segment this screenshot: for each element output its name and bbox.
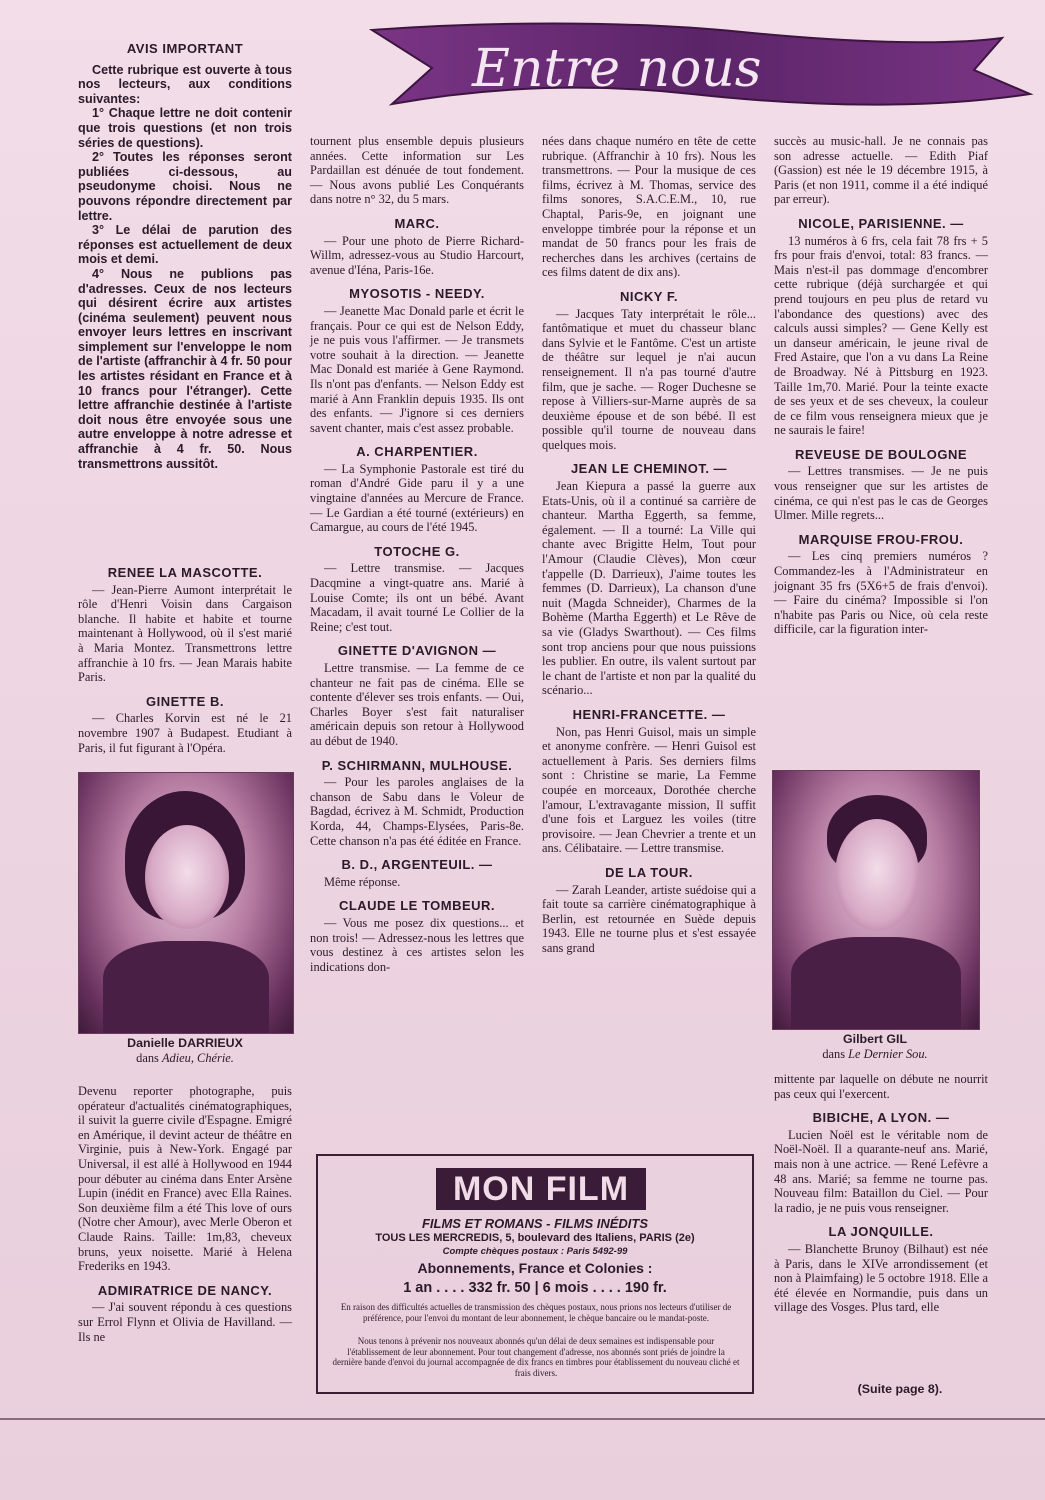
entry <box>774 134 988 207</box>
entry <box>774 1111 988 1215</box>
entry-text: Jean Kiepura a passé la guerre aux Etats-Unis, où il a continué sa carrière de chanteur. Martha Eggerth, sa femme, également. — Il a tourné: La Ville qui chante avec Brigitte Helm, Tout pour l'Amour (Claudie Clèves), Mon cœur t'appelle (D. Darrieux), J'aime toutes les femmes (D. Darrieux), La chanson d'une nuit (Magda Schneider), Charmes de la Bohème (Martha Eggerth) et Le Rêve de sa vie (Gladys Swarthout). — Ces films sont trop anciens pour que nous puissions les publier. En outre, ils valent surtout par le chant de l'artiste et non par la qualité du scénario... <box>542 479 756 698</box>
entry-text: — Lettres transmises. — Je ne puis vous renseigner que sur les artistes de cinéma, ce qui n'est pas le cas de Georges Ulmer. Mille regrets... <box>774 464 988 523</box>
column-1-continued <box>78 1084 292 1346</box>
ad-prices <box>318 1280 752 1296</box>
entry-heading: REVEUSE DE BOULOGNE <box>794 446 968 462</box>
entry-heading: GINETTE D'AVIGNON — <box>337 643 497 659</box>
ad-price-year: 1 an . . . . 332 fr. 50 <box>403 1280 531 1296</box>
entry-text: — Jean-Pierre Aumont interprétait le rôle d'Henri Voisin dans Cargaison blanche. Il habite et habite et tourne maintenant à Hollywood, où il s'est marié à Maria Montez. Transmettrons lettre affranchie à 10 frs. — Jean Marais habite Paris. <box>78 582 292 685</box>
entry-text: — Vous me posez dix questions... et non trois! — Adressez-nous les lettres que vous destinez à ces artistes selon les indications don- <box>310 915 524 974</box>
entry-heading: NICOLE, PARISIENNE. — <box>798 215 964 231</box>
ad-abonnements: Abonnements, France et Colonies : <box>417 1260 653 1276</box>
entry-text: — Zarah Leander, artiste suédoise qui a fait toute sa carrière cinématographique à Berlin, est retournée en Suède depuis 1943. Elle ne tourne plus et s'est essayée sans grand <box>542 882 756 955</box>
entry-text: — Les cinq premiers numéros ? Commandez-les à l'Administrateur en joignant 35 frs (5X6+5 de frais d'envoi). — Faire du cinéma? Impossible si l'on n'habite pas Paris ou Nice, où cela reste difficile, car la figuration inter- <box>774 549 988 637</box>
entry-heading: BIBICHE, A LYON. — <box>812 1110 950 1126</box>
entry-text: — La Symphonie Pastorale est tiré du roman d'André Gide paru il y a une vingtaine d'années au Mercure de France. — Le Gardian a été tourné (extérieurs) en Camargue, au cours de l'été 1945. <box>310 461 524 535</box>
avis-paragraph: 2° Toutes les réponses seront publiées ci-dessous, au pseudonyme choisi. Nous ne pouvons répondre directement par lettre. <box>78 150 292 223</box>
caption-danielle-darrieux <box>78 1036 292 1066</box>
caption-prefix: dans <box>822 1047 846 1061</box>
entry-text: mittente par laquelle on débute ne nourrit pas ceux qui l'exercent. <box>774 1072 988 1101</box>
entry-heading: B. D., ARGENTEUIL. — <box>341 857 493 873</box>
ad-tagline: FILMS ET ROMANS - FILMS INÉDITS <box>421 1216 649 1231</box>
avis-paragraph: 3° Le délai de parution des réponses est actuellement de deux mois et demi. <box>78 223 292 267</box>
entry-text: tournent plus ensemble depuis plusieurs années. Cette information sur Les Pardaillan est dénuée de tout fondement. — Nous avons publié Les Conquérants dans notre n° 32, du 5 mars. <box>310 134 524 207</box>
entry-heading: MYOSOTIS - NEEDY. <box>349 286 485 302</box>
entry <box>78 1284 292 1344</box>
avis-paragraph: 1° Chaque lettre ne doit contenir que trois questions (et non trois séries de questions). <box>78 106 292 150</box>
entry <box>310 545 524 635</box>
bottom-rule <box>0 1418 1045 1420</box>
entry-text: Lettre transmise. — La femme de ce chanteur ne fait pas de cinéma. Elle se contente d'élever ses trois enfants. — Oui, Charles Boyer s'est fait naturaliser américain depuis son retour à Hollywood au début de 1940. <box>310 661 524 748</box>
entry-text: — J'ai souvent répondu à ces questions sur Errol Flynn et Olivia de Havilland. — Ils ne <box>78 1300 292 1344</box>
mon-film-logo: MON FILM <box>436 1168 646 1210</box>
entry <box>774 1225 988 1315</box>
caption-gilbert-gil <box>772 1032 978 1062</box>
entry <box>78 566 292 685</box>
entry <box>310 287 524 435</box>
entre-nous-banner <box>362 18 1042 118</box>
entry-heading: ADMIRATRICE DE NANCY. <box>97 1282 273 1298</box>
entry-heading: GINETTE B. <box>146 693 224 709</box>
avis-important <box>78 42 292 471</box>
entry-heading: DE LA TOUR. <box>605 864 693 880</box>
entry <box>542 708 756 856</box>
portrait-shoulders <box>791 937 961 1029</box>
entry-heading: JEAN LE CHEMINOT. — <box>570 461 728 477</box>
entry-text: succès au music-hall. Je ne connais pas son adresse actuelle. — Edith Piaf (Gassion) est née le 19 décembre 1915, à Paris (et non 1911, comme il a été indiqué par erreur). <box>774 134 988 207</box>
entry <box>774 533 988 637</box>
ad-price-half: 6 mois . . . . 190 fr. <box>542 1280 667 1296</box>
column-1-entries <box>78 556 292 757</box>
entry-heading: P. SCHIRMANN, MULHOUSE. <box>321 757 513 773</box>
entry-text: — Pour les paroles anglaises de la chanson de Sabu dans le Voleur de Bagdad, écrivez à M. Schmidt, Production Korda, 44, Champs-Elysées, Paris-8e. Cette chanson n'a pas été éditée en France. <box>310 775 524 848</box>
entry-heading: LA JONQUILLE. <box>828 1224 934 1240</box>
entry-heading: MARQUISE FROU-FROU. <box>798 531 964 547</box>
entry-text: — Lettre transmise. — Jacques Dacqmine a vingt-quatre ans. Marié à Louise Comte; ils ont un bébé. Avant Macadam, il avait tourné Le Collier de la Reine; c'est tout. <box>310 561 524 634</box>
portrait-face <box>145 825 229 929</box>
ad-address: TOUS LES MERCREDIS, 5, boulevard des Italiens, PARIS (2e) <box>375 1232 695 1244</box>
entry-text: — Blanchette Brunoy (Bilhaut) est née à Paris, dans le XIVe arrondissement (et non à Plaimfaing) le 5 octobre 1918. Elle a été élevée en Normandie, puis dans un village des Vosges. Plus tard, elle <box>774 1241 988 1315</box>
entry <box>542 290 756 453</box>
entry-text: Non, pas Henri Guisol, mais un simple et anonyme confrère. — Henri Guisol est actuellement à Paris. Ses derniers films sont : Christine se marie, La Femme coupée en morceaux, Dorothée cherche l'amour, L'extravagante mission, Il suffit d'une fois et Larguez les voiles (titre provisoire. — Jean Chevrier a trente et un ans. Célibataire. — Lettre transmise. <box>542 724 756 856</box>
entry-text: 13 numéros à 6 frs, cela fait 78 frs + 5 frs pour frais d'envoi, total: 83 francs. — Mais n'est-il pas dommage d'encombrer cette rubrique (déjà surchargée et qui prend toujours en peu plus de retard vu l'abondance des questions) avec des calculs aussi simples? — Gene Kelly est un danseur américain, le jeune rival de Fred Astaire, que l'on a vu dans La Reine de Broadway. Né à Pittsburg en 1923. Taille 1m,70. Marié. Pour la teinte exacte de ses yeux et de ses cheveux, la couleur de ce film vous renseignera mieux que je ne saurais le faire! <box>774 233 988 438</box>
column-4-continued <box>774 1072 988 1317</box>
column-4-entries <box>774 134 988 639</box>
ad-cheques: Compte chèques postaux : Paris 5492-99 <box>442 1246 628 1257</box>
entry <box>542 462 756 698</box>
entry-text: — Jeanette Mac Donald parle et écrit le français. Pour ce qui est de Nelson Eddy, je ne puis vous l'affirmer. — Je transmets votre souhait à la direction. — Jeanette Mac Donald est mariée à Gene Raymond. Ils n'ont pas d'enfants. — Nelson Eddy est marié à Ann Franklin depuis 1935. Ils ont des enfants. — J'ignore si ces derniers savent chanter, mais c'est assez probable. <box>310 303 524 435</box>
entry <box>78 1084 292 1274</box>
photo-gilbert-gil <box>772 770 980 1030</box>
entry <box>310 858 524 889</box>
suite-page-note: (Suite page 8). <box>857 1382 943 1396</box>
entry-text: Devenu reporter photographe, puis opérateur d'actualités cinématographiques, il suivit la guerre civile d'Espagne. Emigré en Amérique, il devint acteur de théâtre en Virginie, puis à New-York. Engagé par Universal, il est allé à Hollywood en 1944 pour débuter au cinéma dans Enter Arsène Lupin (inédit en France) avec Ella Raines. Son deuxième film a été This love of ours (Notre cher Amour), avec Merle Oberon et Claude Rains. Taille: 1m,83, cheveux bruns, yeux noisette. Marié à Helena Frederiks en 1943. <box>78 1084 292 1274</box>
banner-title: Entre nous <box>472 39 762 99</box>
entry-text: nées dans chaque numéro en tête de cette rubrique. (Affranchir à 10 frs). Nous les transmettrons. — Pour la musique de ces films, écrivez à M. Thomas, service des films sonores, S.A.C.E.M., 10, rue Chaptal, Paris-9e, en joignant une enveloppe timbrée pour la réponse et un mandat de 50 francs pour les frais de recherches dans les archives (certains de ces films datent de dix ans). <box>542 134 756 280</box>
entry <box>310 644 524 748</box>
entry <box>774 217 988 438</box>
avis-paragraph: Cette rubrique est ouverte à tous nos lecteurs, aux conditions suivantes: <box>78 62 292 106</box>
portrait-face <box>835 819 919 931</box>
entry-heading: CLAUDE LE TOMBEUR. <box>338 898 496 914</box>
entry <box>310 217 524 277</box>
avis-title: AVIS IMPORTANT <box>126 41 244 56</box>
entry-heading: RENEE LA MASCOTTE. <box>107 565 263 580</box>
avis-paragraph: 4° Nous ne publions pas d'adresses. Ceux de nos lecteurs qui désirent écrire aux artistes (cinéma seulement) peuvent nous envoyer leurs lettres en inscrivant simplement sur l'enveloppe le nom de l'artiste (affranchir à 4 fr. 50 pour les artistes résidant en France et à 10 francs pour l'étranger). Cette lettre affranchie destinée à l'artiste doit nous être envoyée sous une autre enveloppe à notre adresse et affranchie à 4 fr. 50. Nous transmettrons aussitôt. <box>78 266 292 471</box>
caption-film: Le Dernier Sou. <box>848 1047 928 1061</box>
caption-name: Danielle DARRIEUX <box>127 1036 243 1050</box>
entry-heading: A. CHARPENTIER. <box>356 444 478 460</box>
ad-note-2: Nous tenons à prévenir nos nouveaux abonnés qu'un délai de deux semaines est indispensable pour l'établissement de leur abonnement. Pour tout changement d'adresse, nos abonnés sont priés de joindre la dernière bande d'envoi du journal accompagnée de dix francs en timbres pour établissement du nouveau cliché et frais divers. <box>332 1336 740 1378</box>
portrait-shoulders <box>103 941 269 1033</box>
entry <box>774 448 988 523</box>
ad-note-1: En raison des difficultés actuelles de transmission des chèques postaux, nous prions nos lecteurs d'utiliser de préférence, pour l'envoi du montant de leur abonnement, le chèque bancaire ou le mandat-poste. <box>340 1302 732 1323</box>
entry-text: — Jacques Taty interprétait le rôle... fantômatique et muet du chasseur blanc dans Sylvie et le Fantôme. C'est un artiste de théâtre sur lequel je n'ai aucun renseignement. Il n'a pas tourné d'autre film, que je sache. — Roger Duchesne se repose à Villiers-sur-Marne auprès de sa deuxième épouse et de son bébé. Il est possible qu'il tourne de nouveau dans quelques mois. <box>542 306 756 452</box>
entry-text: — Charles Korvin est né le 21 novembre 1907 à Budapest. Etudiant à Paris, il fut figurant à l'Opéra. <box>78 711 292 755</box>
entry <box>310 134 524 207</box>
column-3-entries <box>542 134 756 957</box>
caption-film: Adieu, Chérie. <box>161 1051 234 1065</box>
entry <box>78 695 292 755</box>
ad-price-separator: | <box>534 1280 543 1296</box>
column-2-entries <box>310 134 524 976</box>
entry <box>310 759 524 849</box>
entry <box>774 1072 988 1101</box>
entry-text: Même réponse. <box>324 874 401 889</box>
caption-name: Gilbert GIL <box>842 1032 908 1046</box>
entry-heading: NICKY F. <box>620 288 678 304</box>
caption-prefix: dans <box>136 1051 159 1065</box>
photo-danielle-darrieux <box>78 772 294 1034</box>
entry <box>542 134 756 280</box>
entry-heading: HENRI-FRANCETTE. — <box>572 706 726 722</box>
entry-text: — Pour une photo de Pierre Richard-Willm, adressez-vous au Studio Harcourt, avenue d'Iéna, Paris-16e. <box>310 233 524 277</box>
entry-heading: TOTOCHE G. <box>374 543 460 559</box>
entry <box>542 866 756 956</box>
entry-heading: MARC. <box>394 215 440 231</box>
mon-film-advertisement <box>316 1154 754 1394</box>
entry <box>310 445 524 535</box>
entry <box>310 899 524 974</box>
entry-text: Lucien Noël est le véritable nom de Noël-Noël. Il a quarante-neuf ans. Marié, mais non à une actrice. — René Lefèvre a 48 ans. Marié; sa femme ne tourne pas. Nouveau film: Bataillon du Ciel. — Pour la radio, je ne puis vous renseigner. <box>774 1127 988 1215</box>
